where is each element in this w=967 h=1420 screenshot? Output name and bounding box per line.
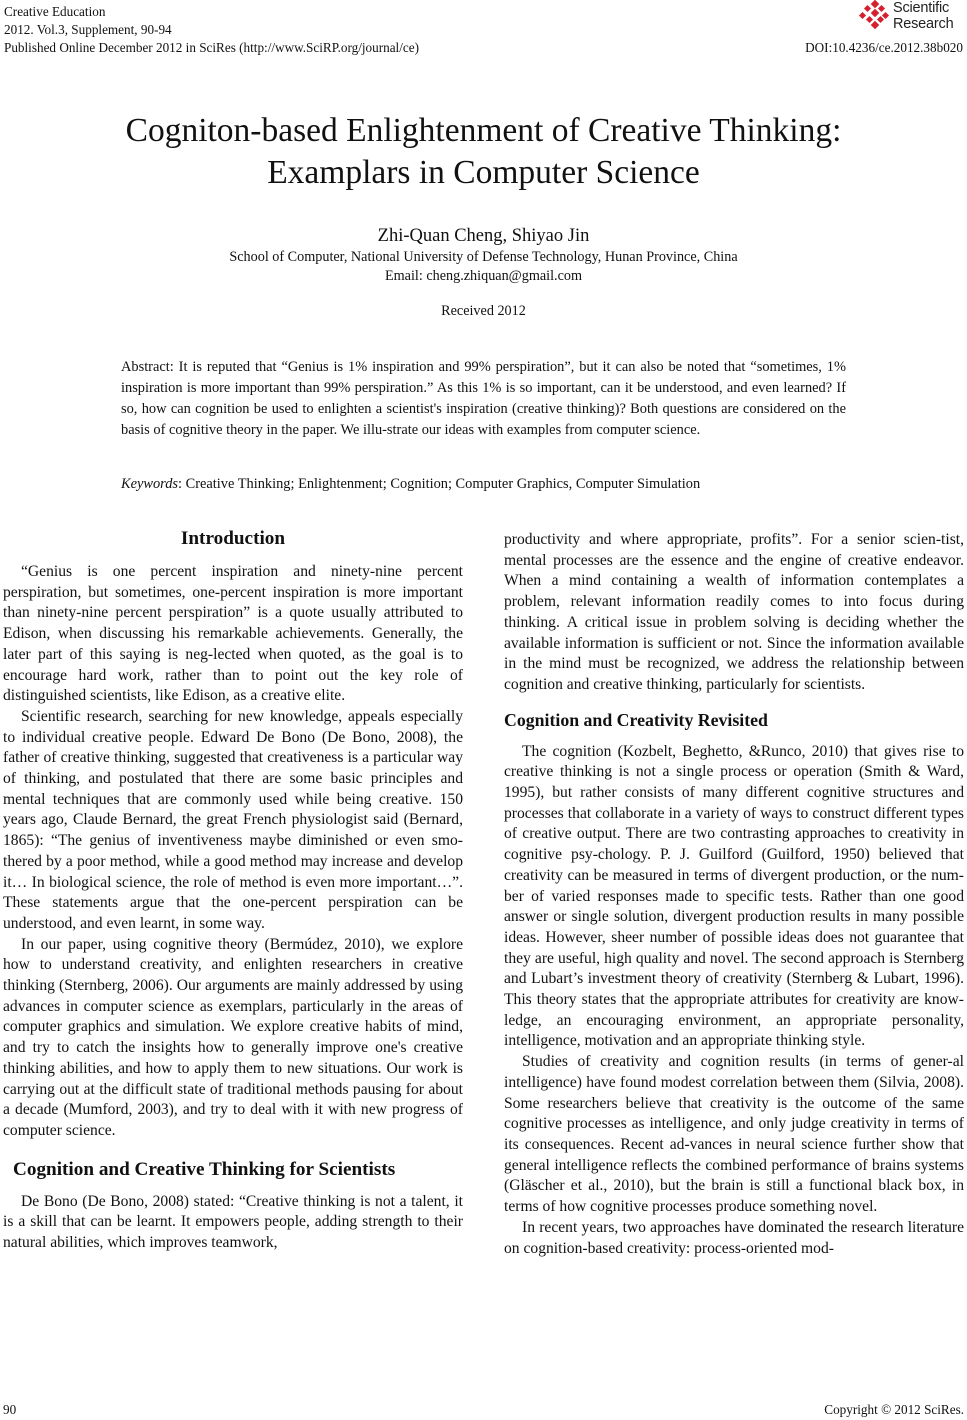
authors: Zhi-Quan Cheng, Shiyao Jin (377, 226, 590, 246)
affiliation-block (0, 248, 967, 286)
doi: DOI:10.4236/ce.2012.38b020 (805, 40, 963, 55)
logo-text (893, 0, 953, 32)
affiliation: School of Computer, National University of Defense Technology, Hunan Province, China (229, 249, 738, 265)
keywords (121, 476, 846, 493)
paper-title (0, 110, 967, 194)
paragraph: In our paper, using cognitive theory (Bermúdez, 2010), we explore how to understand creativity, and enlighten researchers in creative thinking (Sternberg, 2006). Our arguments are mainly addressed by using advances in computer science as exemplars, particularly in the areas of computer graphics and simulation. We explore creative habits of mind, and try to catch the insights how to generally improve one's creative thinking abilities, and how to apply them to new situations. Our work is carrying out at the difficult state of traditional methods pausing for about a decade (Mumford, 2003), and try to deal with it with new progress of computer science. (3, 935, 463, 1139)
paragraph: De Bono (De Bono, 2008) stated: “Creative thinking is not a talent, it is a skill that can be learnt. It empowers people, adding strength to their natural abilities, which improves teamwork, (3, 1192, 463, 1252)
heading-introduction: Introduction (180, 528, 286, 549)
paragraph: Scientific research, searching for new knowledge, appeals especially to individual creative people. Edward De Bono (De Bono, 2008), the father of creative thinking, suggested that creativeness is a particular way of thinking, and postulated that there are some basic principles and mental techniques that are commonly used while being creative. 150 years ago, Claude Bernard, the great French physiologist said (Bernard, 1865): “The genius of inventiveness maybe diminished or even smo-thered by a poor method, while a good method may increase and develop it… In biological science, the role of method is even more important…”. These statements argue that the one-percent perspiration can be understood, and even learnt, in some way. (3, 707, 463, 932)
logo-line-2: Research (893, 16, 954, 32)
keywords-label: Keywords (121, 476, 179, 492)
heading-cognition-creative-thinking: Cognition and Creative Thinking for Scientists (13, 1158, 396, 1180)
received-date: Received 2012 (441, 303, 526, 319)
diamond-cluster-logo-icon (859, 0, 893, 34)
keywords-list: : Creative Thinking; Enlightenment; Cognition; Computer Graphics, Computer Simulation (178, 476, 701, 492)
page-number: 90 (3, 1402, 17, 1417)
abstract: Abstract: It is reputed that “Genius is 1% inspiration and 99% perspiration”, but it can also be noted that “sometimes, 1% inspiration is more important than 99% perspiration.” As this 1% is so important, can it be understood, and even learned? If so, how can cognition be used to enlighten a scientist's inspiration (creative thinking)? Both questions are considered on the basis of cognitive theory in the paper. We illu-strate our ideas with examples from computer science. (121, 359, 846, 438)
copyright: Copyright © 2012 SciRes. (824, 1402, 964, 1417)
heading-cognition-creativity-revisited: Cognition and Creativity Revisited (504, 709, 768, 730)
publication-info: Published Online December 2012 in SciRes (http://www.SciRP.org/journal/ce) (4, 40, 419, 55)
journal-name: Creative Education (4, 4, 106, 19)
paragraph: Studies of creativity and cognition results (in terms of gener-al intelligence) have found modest correlation between them (Silvia, 2008). Some researchers believe that creativity is the outcome of the same cognitive processes as intelligence, and only judge creativity in terms of its consequences. Recent ad-vances in neural science further show that general intelligence reflects the combined performance of brains systems (Gläscher et al., 2010), but the brain is still a functional black box, in terms of how cognitive processes produce something novel. (504, 1053, 964, 1216)
left-column (3, 527, 463, 1254)
paragraph: The cognition (Kozbelt, Beghetto, &Runco, 2010) that gives rise to creative thinking is not a single process or operation (Smith & Ward, 1995), but rather consists of many different cognitive structures and processes that collaborate in a variety of ways to construct different types of creative output. There are two contrasting approaches to creativity in cognitive psy-chology. P. J. Guilford (Guilford, 1950) believed that creativity can be measured in terms of divergent production, or the num-ber of varied responses made to specific tests. Rather than one good answer or single solution, divergent production results in many possible ideas. However, sheer number of possible ideas does not guarantee that they are useful, high quality and novel. The second approach is Sternberg and Lubart’s investment theory of creativity (Sternberg & Lubart, 1996). This theory states that the appropriate attributes for creativity are know-ledge, an encouraging environment, an appropriate personality, intelligence, motivation and an appropriate thinking style. (504, 742, 964, 1050)
title-line-2: Examplars in Computer Science (267, 154, 700, 191)
right-column (504, 530, 964, 1259)
paragraph: In recent years, two approaches have dominated the research literature on cognition-based creativity: process-oriented mod- (504, 1218, 964, 1257)
logo-line-1: Scientific (893, 0, 950, 16)
journal-volume: 2012. Vol.3, Supplement, 90-94 (4, 22, 172, 37)
scientific-research-logo (859, 0, 965, 36)
journal-header (4, 3, 419, 57)
title-line-1: Cogniton-based Enlightenment of Creative Thinking: (125, 112, 842, 149)
paragraph: productivity and where appropriate, profits”. For a senior scien-tist, mental processes are the essence and the engine of creative endeavor. When a mind containing a wealth of information contemplates a problem, relevant information readily comes to into focus during thinking. A critical issue in problem solving is deciding whether the available information is sufficient or not. Since the information available in the mind must be recognized, we address the relationship between cognition and creative thinking, particularly for scientists. (504, 531, 964, 693)
email: Email: cheng.zhiquan@gmail.com (384, 268, 583, 284)
paragraph: “Genius is one percent inspiration and ninety-nine percent perspiration, but sometimes, one-percent inspiration is more important than ninety-nine percent perspiration” is a quote usually attributed to Edison, when discussing his remarkable achievements. Generally, the later part of this saying is neg-lected when quoted, as the goal is to encourage hard work, rather than to point out the key role of distinguished scientists, like Edison, as a creative elite. (3, 563, 463, 705)
